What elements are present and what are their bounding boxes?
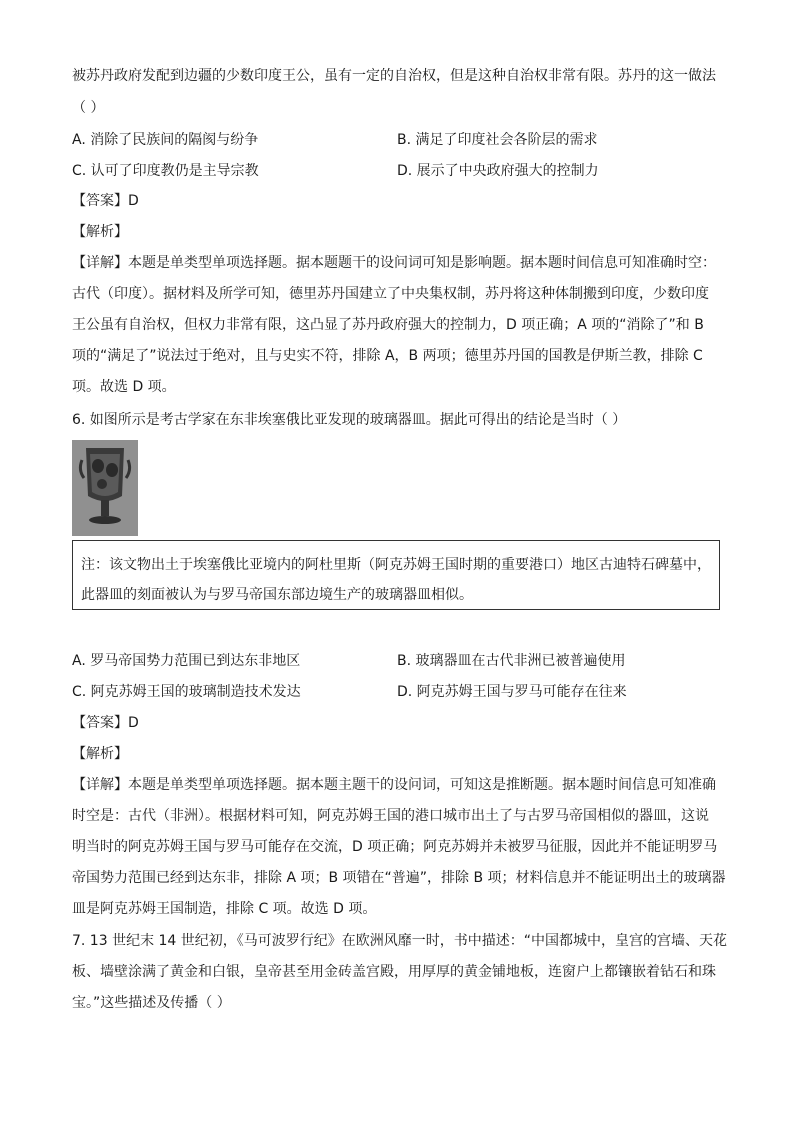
q5-detail-line: 王公虽有自治权，但权力非常有限，这凸显了苏丹政府强大的控制力，D 项正确；A 项的“消除了”和 B [72,317,704,333]
glass-vessel-photo [72,440,138,536]
q6-note-box [72,540,720,610]
q6-detail-line: 明当时的阿克苏姆王国与罗马可能存在交流，D 项正确；阿克苏姆并未被罗马征服，因此并不能证明罗马 [72,839,718,855]
q6-detail-line: 帝国势力范围已经到达东非，排除 A 项；B 项错在“普遍”，排除 B 项；材料信息并不能证明出土的玻璃器 [72,870,726,886]
q6-detail [72,770,726,925]
q5-detail-line: 古代（印度）。据材料及所学可知，德里苏丹国建立了中央集权制，苏丹将这种体制搬到印度，少数印度 [72,286,709,302]
q5-option-b: B. 满足了印度社会各阶层的需求 [397,132,598,148]
q6-option-a: A. 罗马帝国势力范围已到达东非地区 [72,653,301,669]
q6-option-b: B. 玻璃器皿在古代非洲已被普遍使用 [397,653,626,669]
glass-vessel-image [72,440,138,536]
q5-analysis-label: 【解析】 [72,224,128,240]
q7-stem [72,926,728,1019]
q7-stem-line: 宝。”这些描述及传播（ ） [72,995,231,1011]
q5-detail-line: 项的“满足了”说法过于绝对，且与史实不符，排除 A，B 两项；德里苏丹国的国教是伊斯兰教，排除 C [72,348,703,364]
q6-stem: 6. 如图所示是考古学家在东非埃塞俄比亚发现的玻璃器皿。据此可得出的结论是当时（ ） [72,412,627,428]
q6-option-d: D. 阿克苏姆王国与罗马可能存在往来 [397,684,627,700]
q6-answer: 【答案】D [72,715,139,731]
q5-option-a: A. 消除了民族间的隔阂与纷争 [72,132,259,148]
q7-stem-line: 板、墙壁涂满了黄金和白银，皇帝甚至用金砖盖宫殿，用厚厚的黄金铺地板，连窗户上都镶嵌着钻石和珠 [72,964,716,980]
q5-answer: 【答案】D [72,193,139,209]
q5-option-c: C. 认可了印度教仍是主导宗教 [72,163,259,179]
q6-analysis-label: 【解析】 [72,746,128,762]
q6-note-line: 注：该文物出土于埃塞俄比亚境内的阿杜里斯（阿克苏姆王国时期的重要港口）地区古迪特石碑墓中， [81,557,711,573]
q5-option-d: D. 展示了中央政府强大的控制力 [397,163,599,179]
q5-detail-line: 【详解】本题是单类型单项选择题。据本题题干的设问词可知是影响题。据本题时间信息可知准确时空： [72,255,716,271]
q5-stem-line-1: 被苏丹政府发配到边疆的少数印度王公，虽有一定的自治权，但是这种自治权非常有限。苏丹的这一做法 [72,68,716,84]
q5-detail-line: 项。故选 D 项。 [72,379,176,395]
q6-detail-line: 时空是：古代（非洲）。根据材料可知，阿克苏姆王国的港口城市出土了与古罗马帝国相似的器皿，这说 [72,808,709,824]
q6-note-line: 此器皿的刻面被认为与罗马帝国东部边境生产的玻璃器皿相似。 [81,587,473,603]
q5-stem-line-2: （ ） [72,100,105,116]
q5-detail [72,248,722,403]
q6-option-c: C. 阿克苏姆王国的玻璃制造技术发达 [72,684,301,700]
q6-detail-line: 【详解】本题是单类型单项选择题。据本题主题干的设问词，可知这是推断题。据本题时间信息可知准确 [72,777,716,793]
q6-detail-line: 皿是阿克苏姆王国制造，排除 C 项。故选 D 项。 [72,901,377,917]
q7-stem-line: 7. 13 世纪末 14 世纪初，《马可波罗行纪》在欧洲风靡一时，书中描述：“中国都城中，皇宫的宫墙、天花 [72,933,728,949]
